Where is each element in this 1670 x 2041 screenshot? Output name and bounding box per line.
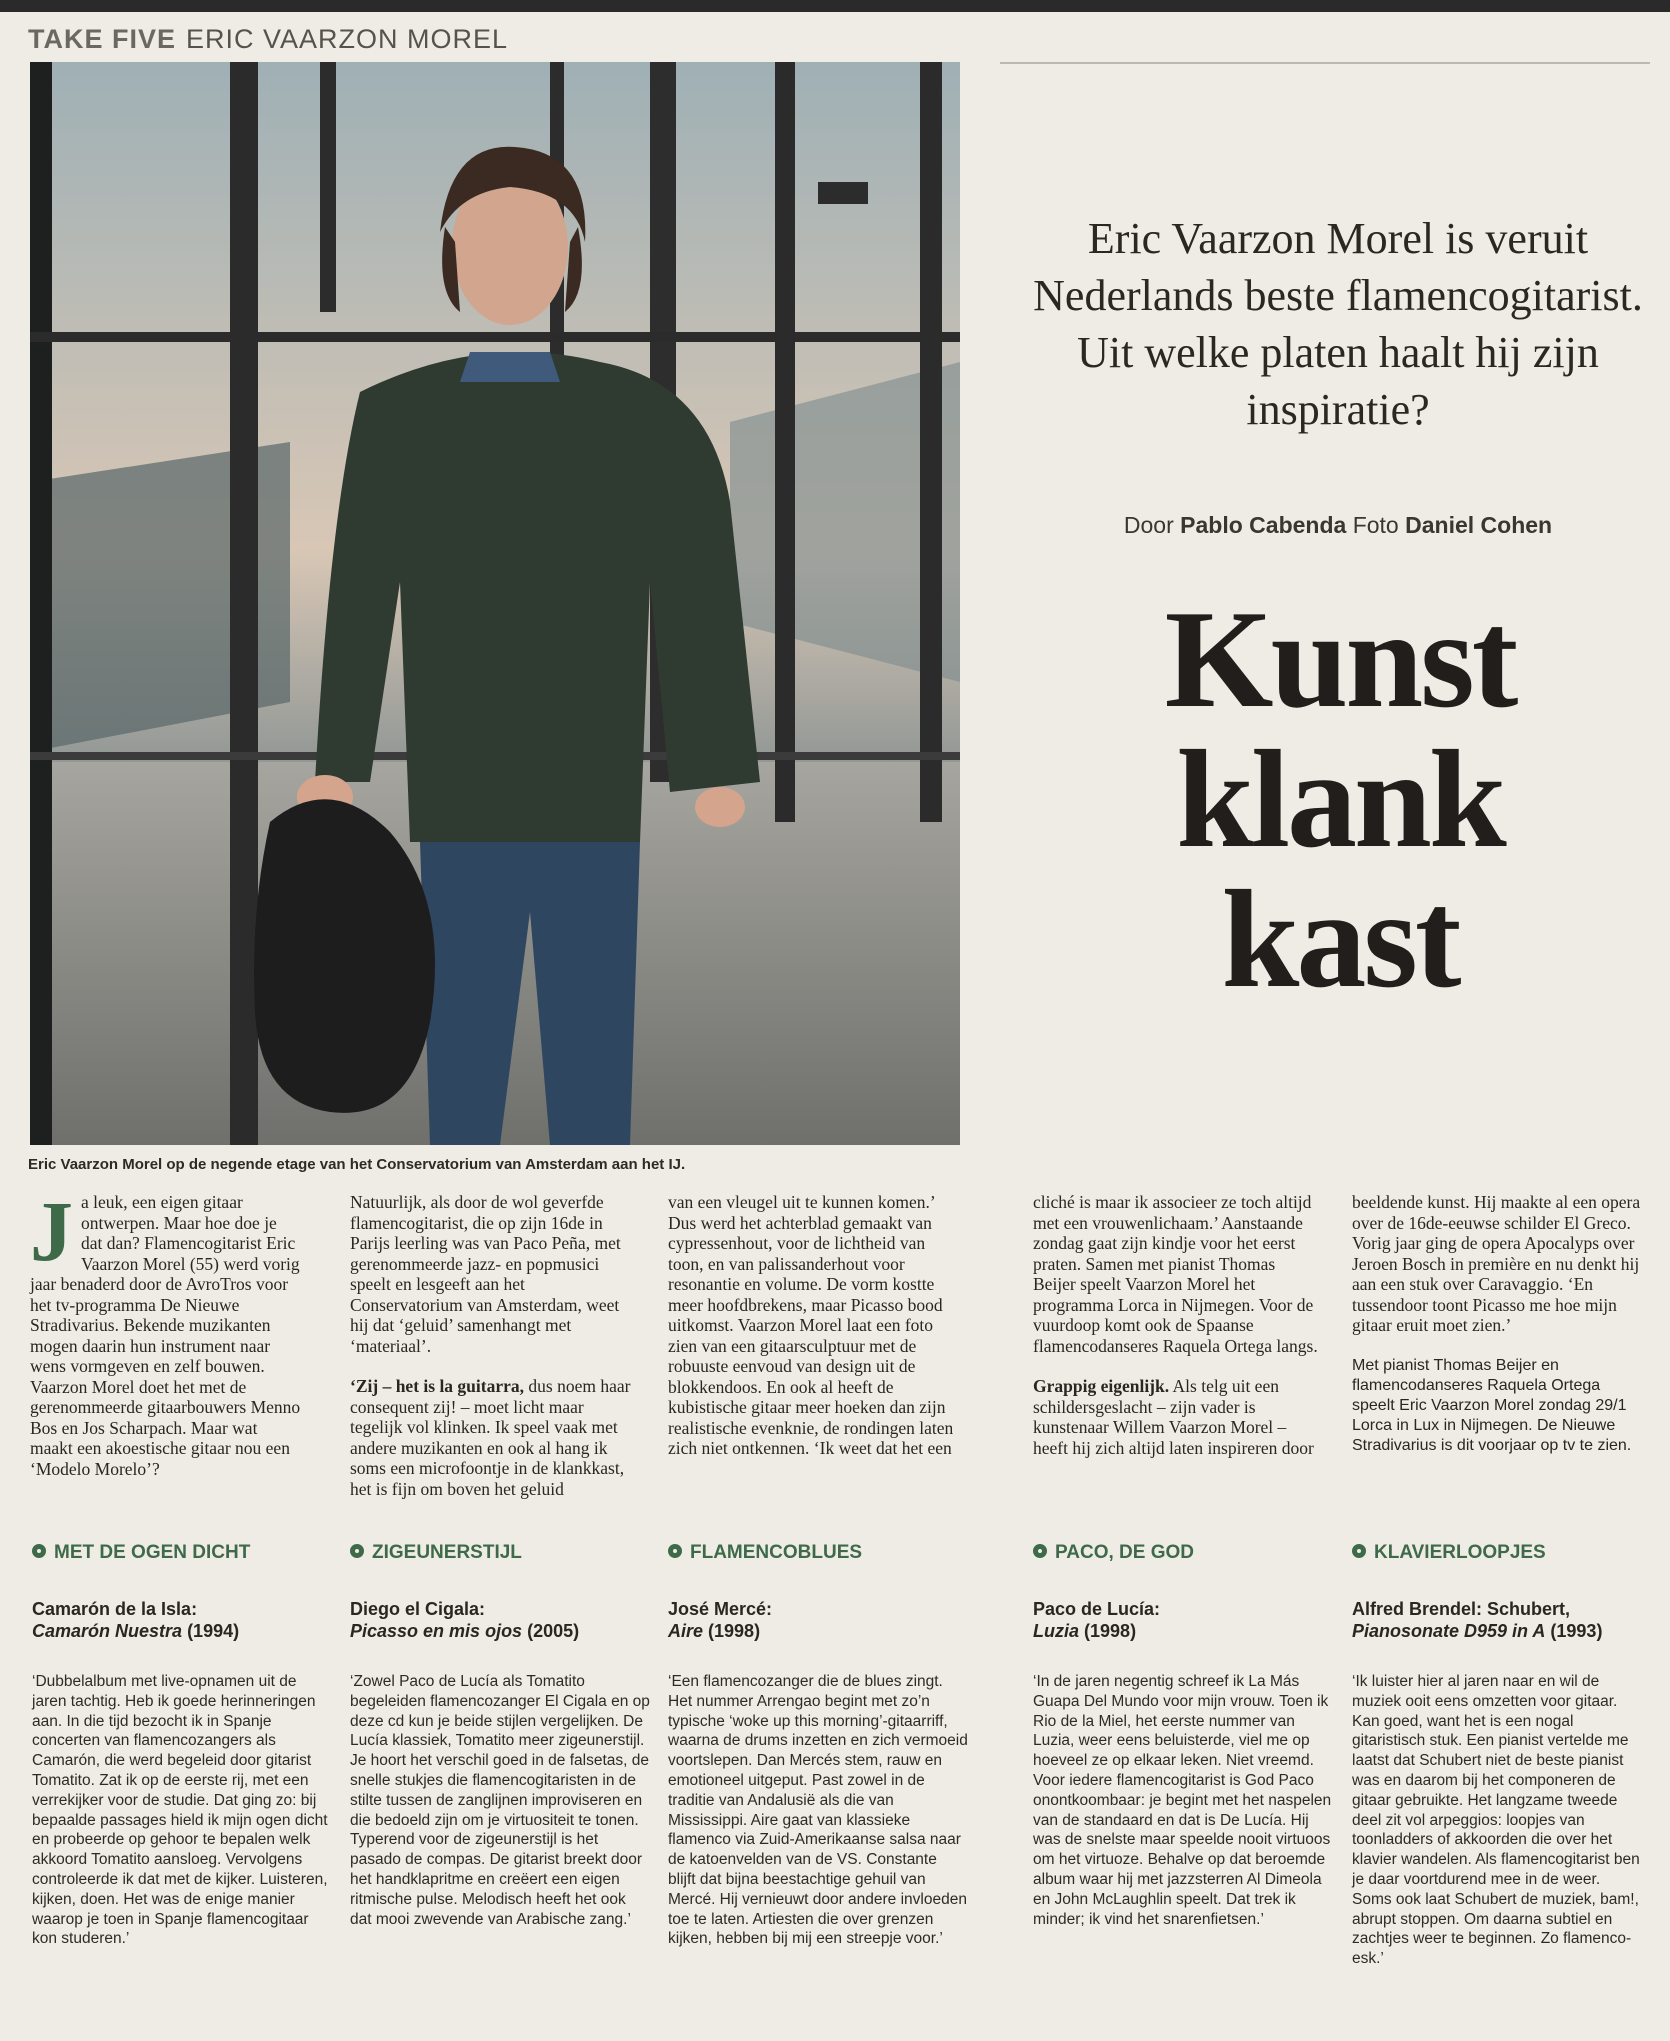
byline-foto-label: Foto <box>1352 512 1399 538</box>
album-text: ‘Ik luister hier al jaren naar en wil de muziek ooit eens omzetten voor gitaar. Kan goed, want het is een nogal gitaristisch stuk. Een pianist vertelde me laatst dat Schubert niet de beste pianist was en daarom bij het componeren de gitaar gebruikte. Het langzame tweede deel zit vol arpeggios: loopjes van toonladders of akkoorden die over het klavier wandelen. Als flamencogitarist ben je daar voortdurend mee in de weer. Soms ook laat Schubert de muziek, bam!, abrupt stoppen. Om daarna subtiel en zachtjes weer te beginnen. Zo flamenco-esk.’ <box>1352 1673 1640 1968</box>
headline-line-2: klank <box>1176 722 1504 877</box>
album-item <box>32 1542 332 1949</box>
bullet-icon <box>350 1544 364 1558</box>
headline-line-1: Kunst <box>1164 582 1516 737</box>
article-column-4 <box>1033 1192 1321 1458</box>
portrait-photo <box>30 62 960 1145</box>
album-item <box>1352 1542 1644 1969</box>
album-artist: José Mercé: <box>668 1599 773 1619</box>
album-category: KLAVIERLOOPJES <box>1352 1542 1644 1564</box>
album-item <box>350 1542 650 1929</box>
article-lead-2: ‘Zij – het is la guitarra, <box>350 1376 525 1396</box>
article-text-4b: Als telg uit een schildersgeslacht – zijn vader is kunstenaar Willem Vaarzon Morel – heeft hij zich altijd laten inspireren door <box>1033 1376 1314 1458</box>
album-record: Picasso en mis ojos (2005) <box>350 1621 580 1641</box>
article-infobox: Met pianist Thomas Beijer en flamencodanseres Raquela Ortega speelt Eric Vaarzon Morel zondag 29/1 Lorca in Lux in Nijmegen. De Nieuwe Stradivarius is dit voorjaar op tv te zien. <box>1352 1356 1632 1454</box>
bullet-icon <box>1352 1544 1366 1558</box>
album-text: ‘Zowel Paco de Lucía als Tomatito begeleiden flamencozanger El Cigala en op deze cd kun je beide stijlen vergelijken. De Lucía klassiek, Tomatito meer zigeunerstijl. Je hoort het verschil goed in de falsetas, de snelle stukjes die flamencogitaristen in de stilte tussen de zanglijnen improviseren en die bedoeld zijn om je virtuositeit te tonen. Typerend voor de zigeunerstijl is het pasado de compas. De gitarist breekt door het handklapritme en creëert een eigen ritmische pulse. Melodisch heeft het ook dat mooi zwevende van Arabische zang.’ <box>350 1673 650 1928</box>
album-text: ‘In de jaren negentig schreef ik La Más Guapa Del Mundo voor mijn vrouw. Toen ik Rio de la Miel, het eerste nummer van Luzia, weer eens beluisterde, viel me op hoeveel ze op elkaar leken. Niet vreemd. Voor iedere flamencogitarist is God Paco onontkoombaar: je begint met het naspelen van de standaard en dat is De Lucía. Hij was de snelste maar speelde nooit virtuoos om het virtuoze. Behalve op dat beroemde album waar hij met jazzsterren Al Dimeola en John McLaughlin speelt. Dat trek ik minder; ik vind het snarenfietsen.’ <box>1033 1673 1332 1928</box>
album-category: PACO, DE GOD <box>1033 1542 1333 1564</box>
album-category: MET DE OGEN DICHT <box>32 1542 332 1564</box>
article-text-3: van een vleugel uit te kunnen komen.’ Dus werd het achterblad gemaakt van cypressenhout, voor de lichtheid van toon, en van palissanderhout voor resonantie en volume. De vorm kostte meer hoofdbrekens, maar Picasso bood uitkomst. Vaarzon Morel laat een foto zien van een gitaarsculptuur met de robuuste eenvoud van design uit de blokkendoos. En ook al heeft de kubistische gitaar meer hoeken dan zijn realistische evenknie, de rondingen laten zich niet ontkennen. ‘Ik weet dat het een <box>668 1192 954 1458</box>
album-text: ‘Dubbelalbum met live-opnamen uit de jaren tachtig. Heb ik goede herinneringen aan. In die tijd bezocht ik in Spanje concerten van flamencozangers als Camarón, die werd begeleid door gitarist Tomatito. Zat ik op de eerste rij, met een verrekijker voor de studie. Dat ging zo: bij bepaalde passages hield ik mijn ogen dicht en probeerde op gehoor te bepalen welk akkoord Tomatito aansloeg. Vervolgens controleerde ik dat met de kijker. Luisteren, kijken, doen. Het was de enige manier waarop je toen in Spanje flamencogitaar kon studeren.’ <box>32 1673 328 1948</box>
album-artist: Diego el Cigala: <box>350 1599 486 1619</box>
album-record: Camarón Nuestra (1994) <box>32 1621 240 1641</box>
album-record: Aire (1998) <box>668 1621 761 1641</box>
section-name: TAKE FIVE <box>28 24 177 54</box>
album-artist: Alfred Brendel: Schubert, <box>1352 1599 1571 1619</box>
byline <box>1018 512 1658 539</box>
album-item <box>668 1542 968 1949</box>
section-label <box>28 24 508 55</box>
deck-text: Eric Vaarzon Morel is veruit Nederlands beste flamencogitarist. Uit welke platen haalt hij zijn inspiratie? <box>1033 214 1643 434</box>
headline <box>1020 582 1660 1017</box>
article-column-5 <box>1352 1192 1644 1456</box>
album-item <box>1033 1542 1333 1929</box>
album-category: ZIGEUNERSTIJL <box>350 1542 650 1564</box>
album-artist: Camarón de la Isla: <box>32 1599 198 1619</box>
article-text-4a: cliché is maar ik associeer ze toch altijd met een vrouwenlichaam.’ Aanstaande zondag gaat zijn kindje voor het eerst praten. Samen met pianist Thomas Beijer speelt Vaarzon Morel het programma Lorca in Nijmegen. Voor de vuurdoop komt ook de Spaanse flamencodanseres Raquela Ortega langs. <box>1033 1192 1318 1356</box>
byline-photographer: Daniel Cohen <box>1405 512 1553 538</box>
album-record: Pianosonate D959 in A (1993) <box>1352 1621 1603 1641</box>
article-column-1 <box>30 1183 302 1479</box>
album-artist: Paco de Lucía: <box>1033 1599 1161 1619</box>
top-rule <box>0 0 1670 12</box>
article-text-1: a leuk, een eigen gitaar ontwerpen. Maar hoe doe je dat dan? Flamencogitarist Eric Vaarzon Morel (55) werd vorig jaar benaderd door de AvroTros voor het tv-programma De Nieuwe Stradivarius. Bekende muzikanten mogen daarin hun instrument naar wens vormgeven en zelf bouwen. Vaarzon Morel doet het met de gerenommeerde gitaarbouwers Menno Bos en Jos Scharpach. Maar wat maakt een akoestische gitaar nou een ‘Modelo Morelo’? <box>30 1192 301 1479</box>
headline-line-3: kast <box>1221 862 1459 1017</box>
article-lead-4: Grappig eigenlijk. <box>1033 1376 1170 1396</box>
bullet-icon <box>668 1544 682 1558</box>
album-record: Luzia (1998) <box>1033 1621 1137 1641</box>
bullet-icon <box>1033 1544 1047 1558</box>
photo-caption: Eric Vaarzon Morel op de negende etage van het Conservatorium van Amsterdam aan het IJ. <box>28 1156 686 1173</box>
article-column-3 <box>668 1192 958 1459</box>
article-column-2 <box>350 1192 635 1499</box>
header-rule <box>1000 62 1650 64</box>
dropcap: J <box>30 1183 73 1279</box>
bullet-icon <box>32 1544 46 1558</box>
album-category: FLAMENCOBLUES <box>668 1542 968 1564</box>
byline-door-label: Door <box>1123 512 1174 538</box>
article-text-2b: dus noem haar consequent zij! – moet licht maar tegelijk vol klinken. Ik speel vaak met andere muzikanten en ook al hang ik soms een microfoontje in de klankkast, het is fijn om boven het geluid <box>350 1376 631 1499</box>
byline-author: Pablo Cabenda <box>1180 512 1347 538</box>
portrait-illustration <box>30 62 960 1145</box>
album-text: ‘Een flamencozanger die de blues zingt. Het nummer Arrengao begint met zo’n typische ‘woke up this morning’-gitaarriff, waarna de drums inzetten en zich vermoeid voortslepen. Dan Mercés stem, rauw en emotioneel uitgeput. Past zowel in de traditie van Andalusië als die van Mississippi. Aire gaat van klassieke flamenco via Zuid-Amerikaanse salsa naar de katoenvelden van de VS. Constante blijft dat bijna beestachtige gehuil van Mercé. Hij vernieuwt door andere invloeden toe te laten. Artiesten die over grenzen kijken, hebben bij mij een streepje voor.’ <box>668 1673 968 1948</box>
section-person: ERIC VAARZON MOREL <box>186 24 509 54</box>
article-text-5a: beeldende kunst. Hij maakte al een opera over de 16de-eeuwse schilder El Greco. Vorig jaar ging de opera Apocalyps over Jeroen Bosch in première en nu denkt hij aan een stuk over Caravaggio. ‘En tussendoor toont Picasso me hoe mijn gitaar eruit moet zien.’ <box>1352 1192 1641 1335</box>
article-text-2a: Natuurlijk, als door de wol geverfde flamencogitarist, die op zijn 16de in Parijs leerling was van Paco Peña, met gerenommeerde jazz- en popmusici speelt en lesgeeft aan het Conservatorium van Amsterdam, weet hij dat ‘geluid’ samenhangt met ‘materiaal’. <box>350 1192 621 1356</box>
